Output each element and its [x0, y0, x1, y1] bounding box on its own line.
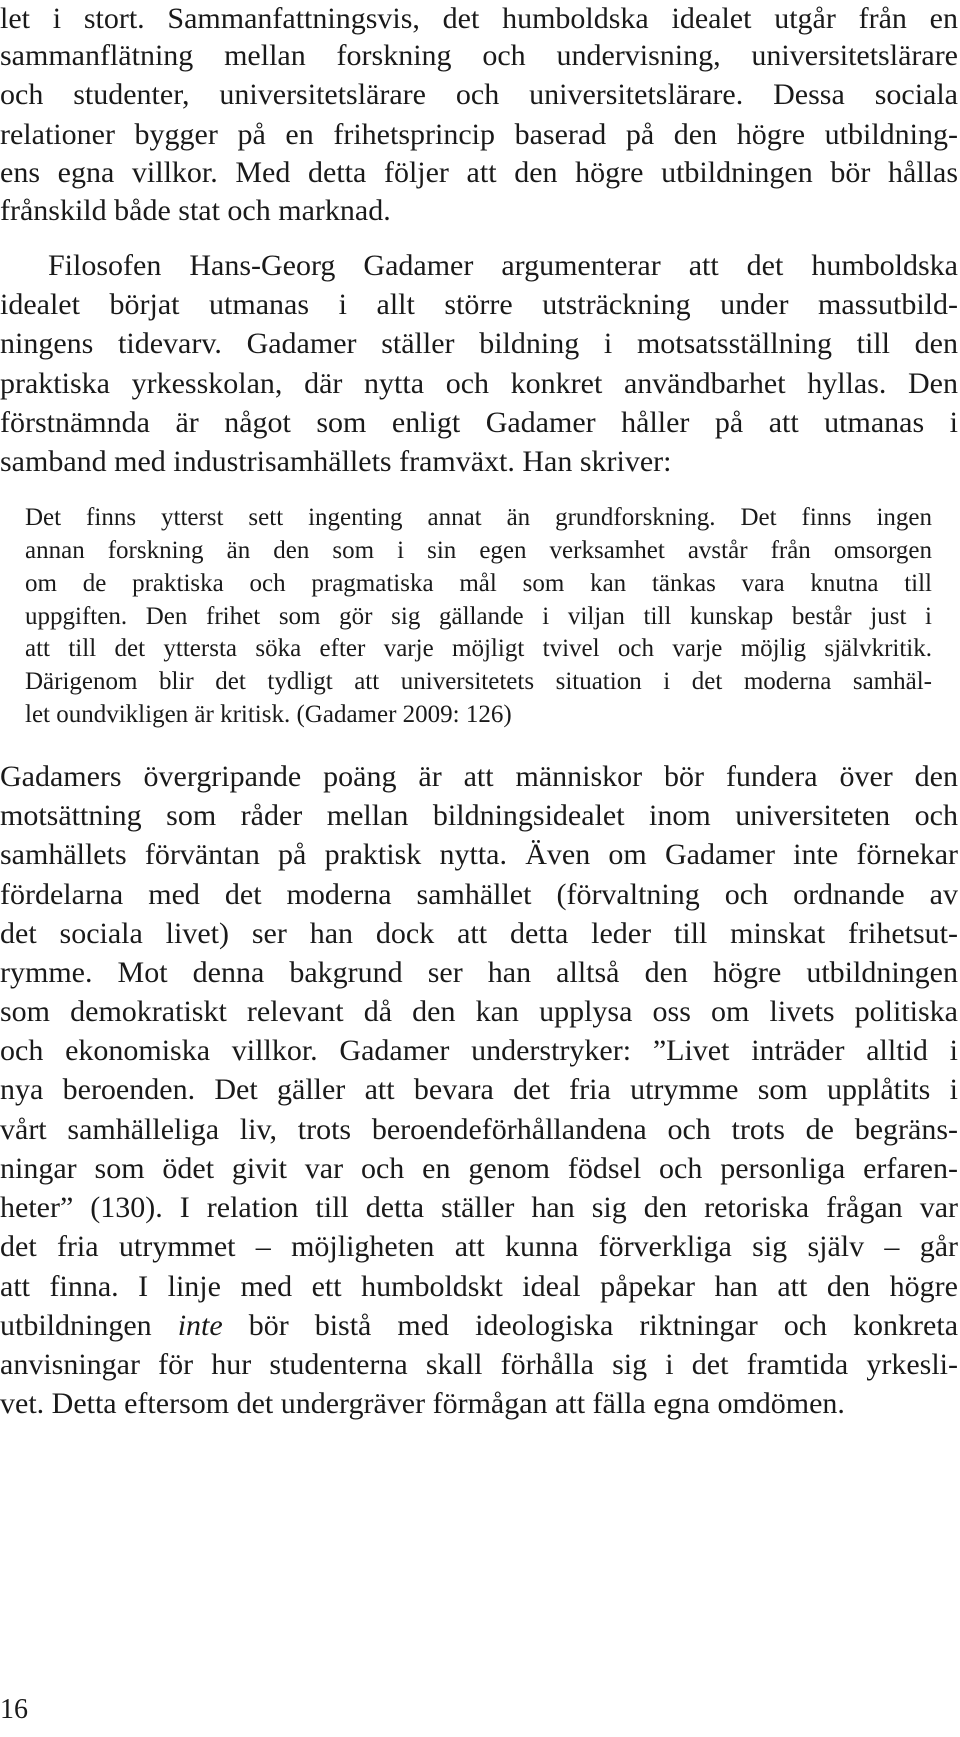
- text-line: och studenter, universitetslärare och universitetslärare. Dessa sociala: [0, 78, 958, 111]
- text-line: sammanflätning mellan forskning och undervisning, universitetslärare: [0, 39, 958, 72]
- page-number: 16: [0, 1694, 28, 1725]
- text-line-with-emphasis: [0, 1311, 958, 1341]
- text-line: det sociala livet) ser han dock att detta leder till minskat frihetsut-: [0, 917, 958, 950]
- text-segment: utbildningen: [0, 1309, 178, 1342]
- quote-line: annan forskning än den som i sin egen verksamhet avstår från omsorgen: [25, 537, 932, 564]
- quote-line: om de praktiska och pragmatiska mål som kan tänkas vara knutna till: [25, 570, 932, 597]
- text-line: idealet börjat utmanas i allt större utsträckning under massutbild-: [0, 288, 958, 321]
- text-line: och ekonomiska villkor. Gadamer understryker: ”Livet inträder alltid i: [0, 1034, 958, 1067]
- quote-line: att till det yttersta söka efter varje möjligt tvivel och varje möjlig självkritik.: [25, 635, 932, 662]
- quote-line: Därigenom blir det tydligt att universitetets situation i det moderna samhäl-: [25, 668, 932, 695]
- text-line: frånskild både stat och marknad.: [0, 194, 391, 227]
- text-line: anvisningar för hur studenterna skall förhålla sig i det framtida yrkesli-: [0, 1348, 958, 1381]
- text-line: vet. Detta eftersom det undergräver förmågan att fälla egna omdömen.: [0, 1387, 845, 1420]
- emphasized-word: inte: [177, 1309, 223, 1342]
- text-line: samband med industrisamhällets framväxt. Han skriver:: [0, 445, 672, 478]
- text-line: motsättning som råder mellan bildningsidealet inom universiteten och: [0, 799, 958, 832]
- text-line: ens egna villkor. Med detta följer att den högre utbildningen bör hållas: [0, 156, 958, 189]
- text-line: fördelarna med det moderna samhället (förvaltning och ordnande av: [0, 878, 958, 911]
- text-segment: bör bistå med ideologiska riktningar och konkreta: [222, 1309, 959, 1342]
- quote-line: uppgiften. Den frihet som gör sig gällande i viljan till kunskap består just i: [25, 603, 932, 630]
- text-line: Filosofen Hans-Georg Gadamer argumenterar att det humboldska: [48, 249, 958, 282]
- text-line: Gadamers övergripande poäng är att människor bör fundera över den: [0, 760, 958, 793]
- text-line: samhällets förväntan på praktisk nytta. Även om Gadamer inte förnekar: [0, 838, 958, 871]
- text-line: vårt samhälleliga liv, trots beroendeförhållandena och trots de begräns-: [0, 1113, 958, 1146]
- text-line: rymme. Mot denna bakgrund ser han alltså den högre utbildningen: [0, 956, 958, 989]
- text-line: förstnämnda är något som enligt Gadamer håller på att utmanas i: [0, 406, 958, 439]
- text-line: ningens tidevarv. Gadamer ställer bildning i motsatsställning till den: [0, 327, 958, 360]
- text-line: relationer bygger på en frihetsprincip baserad på den högre utbildning-: [0, 118, 958, 151]
- text-line: som demokratiskt relevant då den kan upplysa oss om livets politiska: [0, 995, 958, 1028]
- text-line: let i stort. Sammanfattningsvis, det humboldska idealet utgår från en: [0, 2, 958, 35]
- quote-line: Det finns ytterst sett ingenting annat än grundforskning. Det finns ingen: [25, 504, 932, 531]
- text-line: det fria utrymmet – möjligheten att kunna förverkliga sig själv – går: [0, 1230, 958, 1263]
- text-line: att finna. I linje med ett humboldskt ideal påpekar han att den högre: [0, 1270, 958, 1303]
- text-line: heter” (130). I relation till detta ställer han sig den retoriska frågan var: [0, 1191, 958, 1224]
- text-line: nya beroenden. Det gäller att bevara det fria utrymme som upplåtits i: [0, 1073, 958, 1106]
- text-line: ningar som ödet givit var och en genom födsel och personliga erfaren-: [0, 1152, 958, 1185]
- quote-line: let oundvikligen är kritisk. (Gadamer 2009: 126): [25, 701, 512, 728]
- text-line: praktiska yrkesskolan, där nytta och konkret användbarhet hyllas. Den: [0, 367, 958, 400]
